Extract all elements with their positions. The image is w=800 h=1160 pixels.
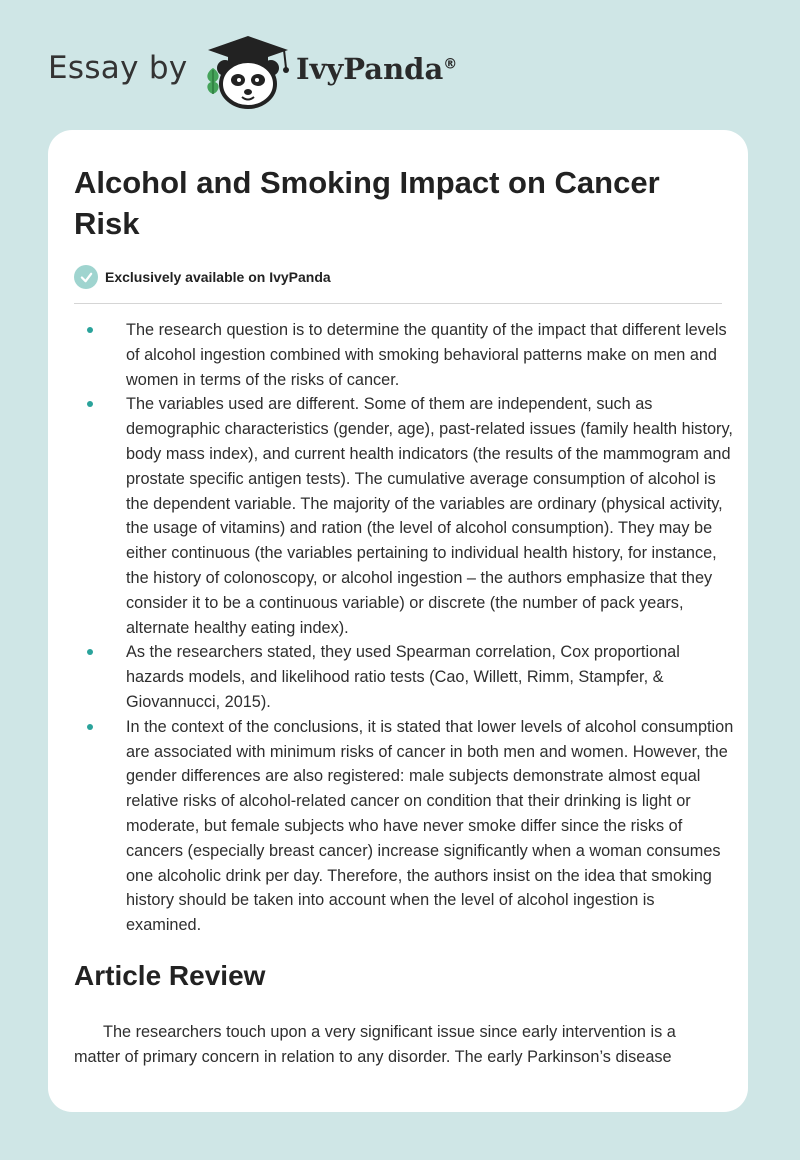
bullet-dot — [87, 724, 93, 730]
essay-by-label: Essay by — [48, 50, 188, 86]
registered-mark: ® — [443, 56, 458, 73]
bullet-list — [74, 318, 734, 938]
list-item-text: In the context of the conclusions, it is stated that lower levels of alcohol consumption are associated with minimum risks of cancer in both men and women. However, the gender differences are also registered: male subjects demonstrate almost equal relative risks of alcohol-related cancer on condition that their drinking is light or moderate, but female subjects who have never smoke differ since the risks of cancers (especially breast cancer) increase significantly when a woman consumes one alcoholic drink per day. Therefore, the authors insist on the idea that smoking history should be taken into account when the level of alcohol ingestion is examined. — [126, 717, 734, 935]
divider — [74, 303, 722, 304]
body-paragraph: The researchers touch upon a very significant issue since early intervention is a matter of primary concern in relation to any disorder. The early Parkinson’s disease — [74, 1023, 676, 1066]
section-heading: Article Review — [74, 960, 266, 991]
list-item — [74, 640, 734, 714]
essay-card — [48, 130, 748, 1112]
list-item — [74, 392, 734, 640]
bullet-dot — [87, 327, 93, 333]
list-item — [74, 715, 734, 938]
list-item-text: The research question is to determine the quantity of the impact that different levels of alcohol ingestion combined with smoking behavioral patterns make on men and women in terms of the risks of cancer. — [126, 321, 727, 389]
list-item — [74, 318, 734, 392]
list-item-text: As the researchers stated, they used Spearman correlation, Cox proportional hazards models, and likelihood ratio tests (Cao, Willett, Rimm, Stampfer, & Giovannucci, 2015). — [126, 643, 680, 711]
site-header — [0, 0, 800, 120]
check-icon — [74, 265, 98, 289]
brand-text: IvyPanda — [296, 52, 444, 86]
exclusive-label: Exclusively available on IvyPanda — [105, 269, 331, 285]
list-item-text: The variables used are different. Some of them are independent, such as demographic characteristics (gender, age), past-related issues (family health history, body mass index), and current health indicators (the results of the mammogram and prostate specific antigen tests). The cumulative average consumption of alcohol is the dependent variable. The majority of the variables are ordinary (physical activity, the usage of vitamins) and ration (the level of alcohol consumption). They may be either continuous (the variables pertaining to individual health history, for instance, the history of colonoscopy, or alcohol ingestion – the authors emphasize that they consider it to be a continuous variable) or discrete (the number of pack years, alternate healthy eating index). — [126, 395, 733, 637]
ivy-leaf-icon — [203, 66, 223, 96]
brand-name[interactable] — [296, 52, 457, 86]
page-title: Alcohol and Smoking Impact on Cancer Risk — [74, 165, 660, 241]
bullet-dot — [87, 401, 93, 407]
bullet-dot — [87, 649, 93, 655]
exclusive-badge — [74, 264, 331, 290]
